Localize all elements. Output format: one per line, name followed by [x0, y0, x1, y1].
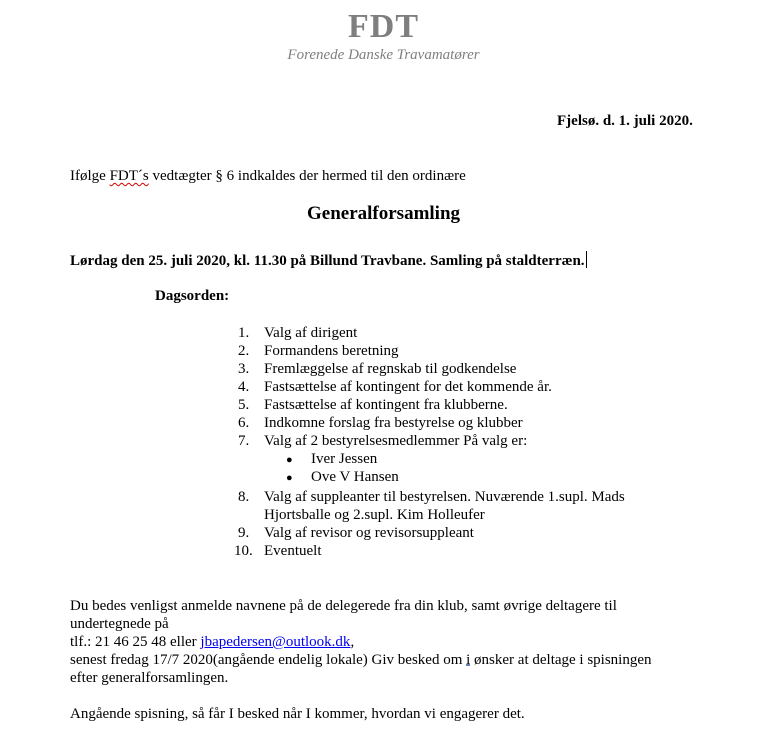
agenda-text: Valg af dirigent: [264, 325, 358, 341]
candidate-item: Iver Jessen: [311, 451, 378, 467]
agenda-number: 3.: [238, 361, 250, 377]
meeting-text: Lørdag den 25. juli 2020, kl. 11.30 på Billund Travbane. Samling på staldterræn.: [70, 253, 585, 269]
phone-suffix: ,: [350, 634, 355, 650]
document-heading: Generalforsamling: [306, 203, 461, 224]
closing-line-2: undertegnede på: [70, 616, 169, 632]
agenda-label: Dagsorden:: [155, 288, 230, 304]
agenda-text: Indkomne forslag fra bestyrelse og klubber: [264, 415, 523, 431]
bullet-icon: ●: [286, 472, 293, 484]
agenda-number: 8.: [238, 489, 250, 505]
candidate-item: Ove V Hansen: [311, 469, 399, 485]
bullet-icon: ●: [286, 454, 293, 466]
closing-line-3: [70, 633, 354, 651]
closing-line-4: [70, 651, 652, 669]
intro-paragraph: [70, 168, 466, 185]
agenda-text: Eventuelt: [264, 543, 322, 559]
grammar-flag-i: i: [466, 652, 471, 668]
phone-text: tlf.: 21 46 25 48 eller: [70, 634, 201, 650]
agenda-text-line1: Valg af suppleanter til bestyrelsen. Nuværende 1.supl. Mads: [264, 489, 625, 505]
closing-line-5: efter generalforsamlingen.: [70, 670, 229, 686]
agenda-number: 6.: [238, 415, 250, 431]
intro-prefix: Ifølge: [70, 168, 110, 184]
logo-subtitle: Forenede Danske Travamatører: [287, 47, 480, 63]
agenda-number: 5.: [238, 397, 250, 413]
agenda-number: 1.: [238, 325, 250, 341]
agenda-text: Fremlæggelse af regnskab til godkendelse: [264, 361, 517, 377]
agenda-text: Formandens beretning: [264, 343, 399, 359]
agenda-text: Fastsættelse af kontingent fra klubberne.: [264, 397, 508, 413]
text-cursor: [586, 251, 587, 268]
date-line: Fjelsø. d. 1. juli 2020.: [557, 113, 693, 129]
dinner-note: Angående spisning, så får I besked når I kommer, hvordan vi engagerer det.: [70, 706, 525, 722]
deadline-text: senest fredag 17/7 2020(angående endelig lokale) Giv besked om: [70, 652, 467, 668]
intro-fdt-spellcheck: FDT´s: [109, 168, 149, 184]
email-link[interactable]: jbapedersen@outlook.dk: [200, 634, 351, 650]
agenda-text: Valg af 2 bestyrelsesmedlemmer På valg er:: [264, 433, 528, 449]
agenda-number: 2.: [238, 343, 250, 359]
intro-suffix: vedtægter § 6 indkaldes der hermed til den ordinære: [148, 168, 466, 184]
agenda-number: 9.: [238, 525, 250, 541]
agenda-number: 7.: [238, 433, 250, 449]
closing-line-1: Du bedes venligst anmelde navnene på de delegerede fra din klub, samt øvrige deltagere til: [70, 598, 617, 614]
agenda-number: 4.: [238, 379, 250, 395]
agenda-number: 10.: [234, 543, 253, 559]
agenda-text: Valg af revisor og revisorsuppleant: [264, 525, 474, 541]
agenda-text: Fastsættelse af kontingent for det kommende år.: [264, 379, 552, 395]
meeting-line: [70, 251, 587, 270]
logo-title: FDT: [348, 8, 419, 45]
deadline-text-end: ønsker at deltage i spisningen: [470, 652, 652, 668]
agenda-text-line2: Hjortsballe og 2.supl. Kim Holleufer: [264, 507, 485, 523]
